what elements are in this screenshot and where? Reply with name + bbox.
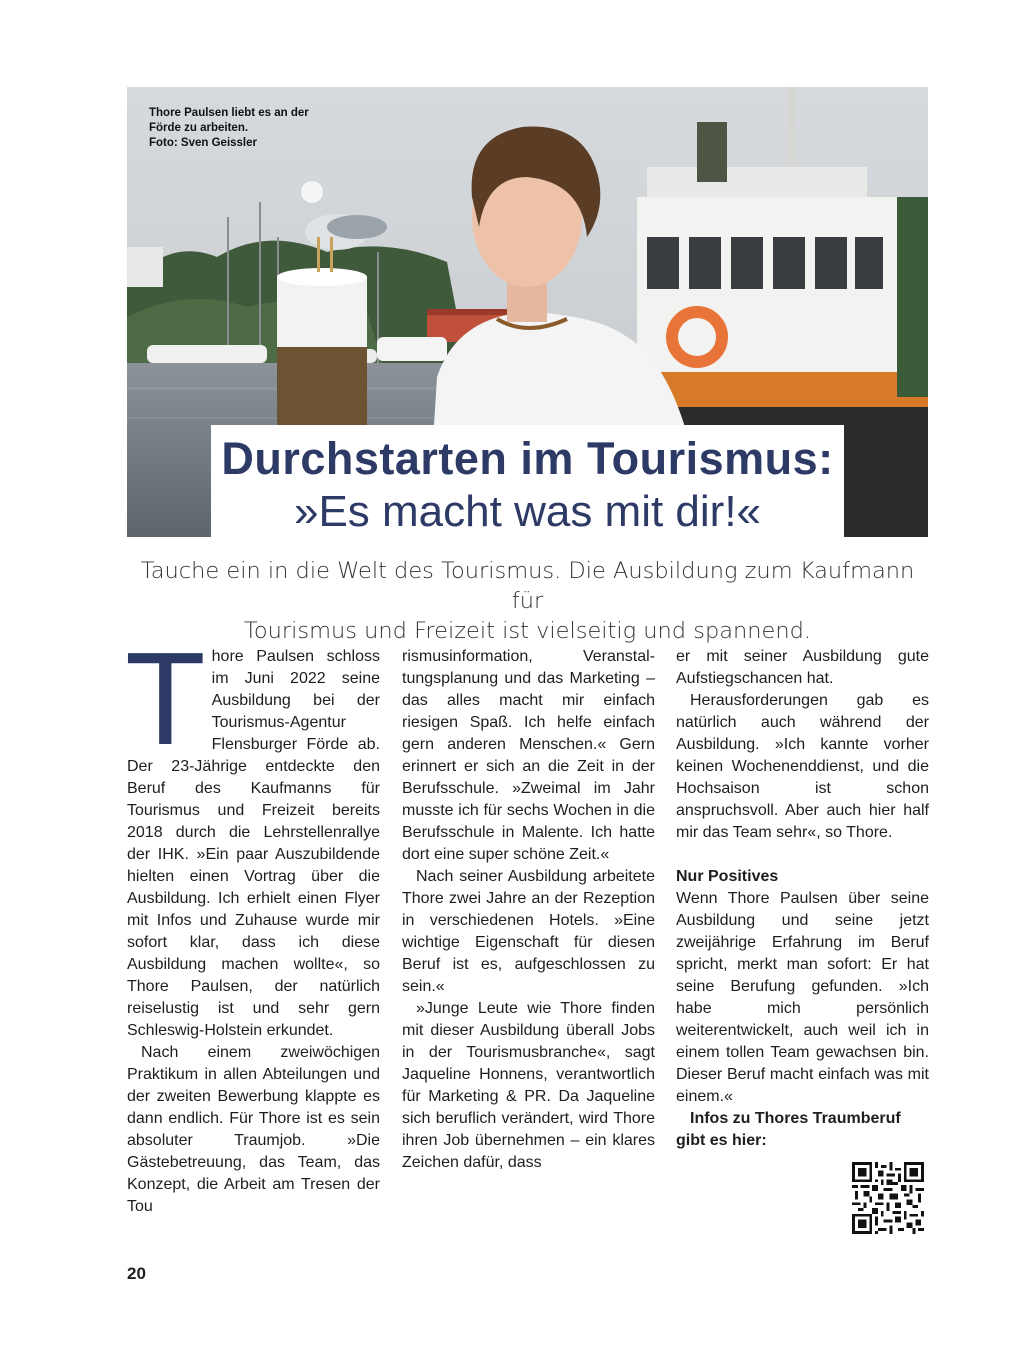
headline-box [211, 425, 844, 537]
drop-cap: T [125, 625, 206, 772]
lead-line: Tourismus und Freizeit ist vielseitig und spannend. [243, 618, 812, 644]
headline-quote: »Es macht was mit dir!« [293, 487, 762, 536]
photo-caption-line: Thore Paulsen liebt es an der [149, 107, 309, 119]
article-column-3 [676, 646, 929, 1152]
article-paragraph: »Junge Leute wie Thore finden mit dieser Ausbildung überall Jobs in der Tourismusbranche«, sagt Jaqueline Honnens, verantwortlich für Marketing & PR. Da Jaqueline sich beruflich verändert, wird Thore ihren Job übernehmen – ein klares Zeichen dafür, dass [402, 1000, 655, 1171]
article-column-2 [402, 646, 655, 1174]
article-column-1 [125, 625, 380, 1218]
paragraph-text: hore Paulsen schloss im Juni 2022 seine Ausbildung bei der Tourismus-Agentur Flensburger Förde ab. Der 23-Jährige entdeckte den Beruf des Kaufmanns für Tourismus und Freizeit bereits 2018 durch die Lehrstellenrallye der IHK. »Ein paar Auszubildende hielten einen Vortrag über die Ausbildung. Ich erhielt einen Flyer mit Infos und Zuhause wurde mir sofort klar, dass ich diese Ausbildung machen wollte«, so Thore Paulsen, der natürlich reiselustig ist und sehr gern Schleswig-Holstein erkundet. [127, 648, 380, 1039]
article-paragraph: rismusinformation, Veranstaltungsplanung und das Marketing – das alles macht mir einfach riesigen Spaß. Ich helfe einfach gern anderen Menschen.« Gern erinnert er sich an die Zeit in der Berufsschule. »Zweimal im Jahr musste ich für sechs Wochen in die Berufsschule in Malente. Ich hatte dort eine super schöne Zeit.« [402, 648, 655, 863]
photo-credit: Foto: Sven Geissler [149, 137, 258, 149]
lead-line: Tauche ein in die Welt des Tourismus. Die Ausbildung zum Kaufmann für [140, 558, 915, 614]
qr-code-icon[interactable] [852, 1162, 924, 1234]
article-paragraph [125, 625, 380, 1042]
photo-caption [149, 106, 309, 151]
info-callout: Infos zu Thores Traumberuf [690, 1110, 901, 1127]
page-number: 20 [127, 1264, 146, 1283]
info-callout: gibt es hier: [676, 1132, 767, 1149]
section-subheading: Nur Positives [676, 868, 779, 885]
article-paragraph: Nach seiner Ausbildung arbeitete Thore zwei Jahre an der Rezeption in verschiedenen Hotels. »Eine wichtige Eigenschaft für diesen Beruf ist es, aufgeschlossen zu sein.« [402, 868, 655, 995]
headline-title: Durchstarten im Tourismus: [221, 433, 834, 484]
article-paragraph: Herausforderungen gab es natürlich auch während der Ausbildung. »Ich kannte vorher keinen Wochenenddienst, und die Hochsaison ist schon anspruchsvoll. Aber auch hier half mir das Team sehr«, so Thore. [676, 692, 929, 841]
lead-text [127, 556, 928, 646]
photo-caption-line: Förde zu arbeiten. [149, 122, 249, 134]
article-paragraph: er mit seiner Ausbildung gute Aufstiegschancen hat. [676, 648, 929, 687]
article-paragraph: Wenn Thore Paulsen über seine Ausbildung und seine jetzt zweijährige Erfahrung im Beruf spricht, merkt man sofort: Er hat seine Berufung gefunden. »Ich habe mich persönlich weiterentwickelt, auch weil ich in einem tollen Team gewachsen bin. Dieser Beruf macht einfach was mit einem.« [676, 890, 929, 1105]
article-paragraph: Nach einem zweiwöchigen Praktikum in allen Abteilungen und der zweiten Bewerbung klappte es dann endlich. Für Thore ist es sein absoluter Traumjob. »Die Gästebetreuung, das Team, das Konzept, die Arbeit am Tresen der Tou [127, 1044, 380, 1215]
